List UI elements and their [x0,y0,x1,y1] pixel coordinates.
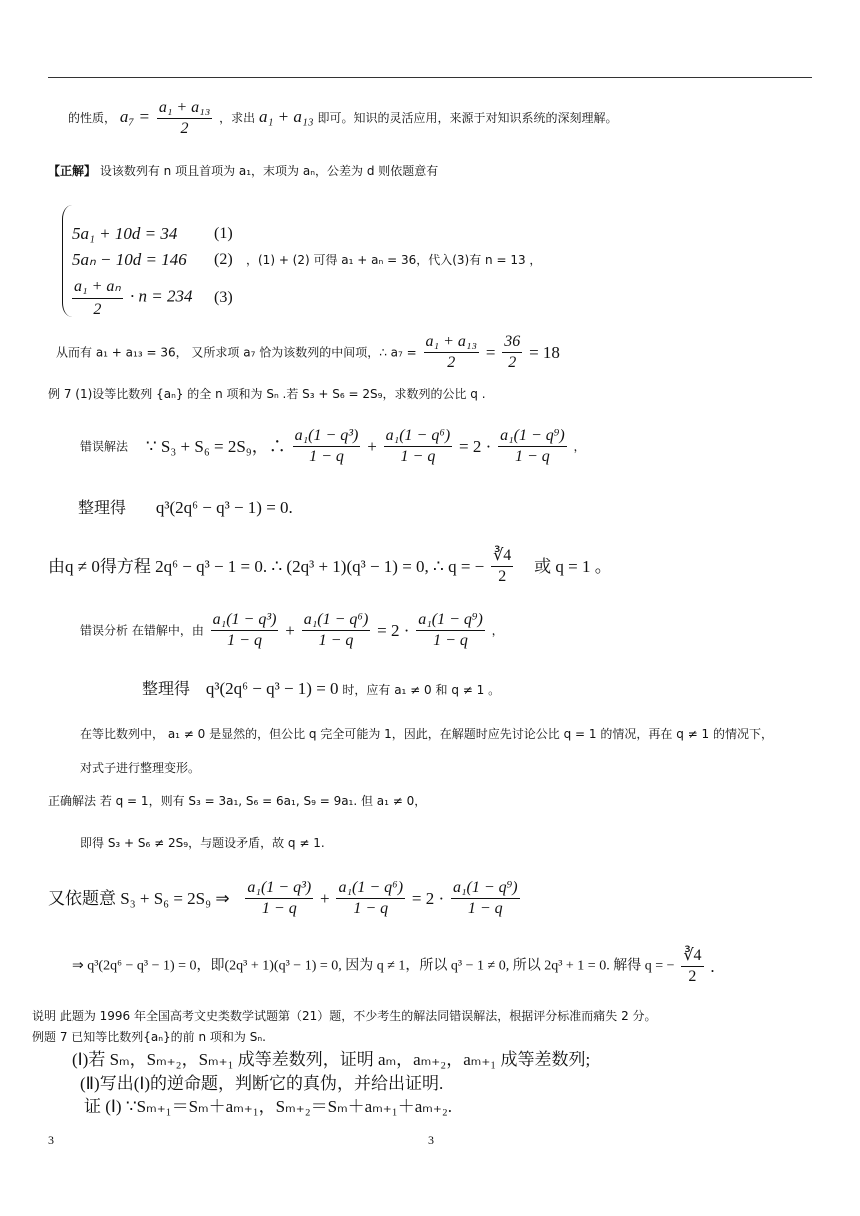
line-property [68,100,618,137]
denominator: 1 − q [309,448,344,465]
example-7-heading: 例题 7 已知等比数列{aₙ}的前 n 项和为 Sₙ. [32,1030,266,1044]
numerator: 36 [502,334,522,353]
math: 由q ≠ 0得方程 2q⁶ − q³ − 1 = 0. ∴ (2q³ + 1)(q³ − 1) = 0, ∴ q = − [48,557,485,576]
numerator: ∛4 [491,548,513,567]
fraction [681,948,703,985]
example-7-statement: 例 7 (1)设等比数列 {aₙ} 的全 n 项和为 Sₙ .若 S₃ + S₆ = 2S₉，求数列的公比 q . [48,387,486,401]
numerator: ∛4 [681,948,703,967]
text: 时，应有 a₁ ≠ 0 和 q ≠ 1 。 [342,683,501,697]
line-wrong-solution: 错误解法 ∵ S₃ + S₆ = 2S₉，∴ $\frac{\text{a₁(1 − q³)}}{1 - q}$ + $\frac{\text{a₁(1 − q⁶)}}{1 - q}$ = 2 · $\frac{\text{a₁(1 − q⁹)}}{1 - q}$ ， [80,427,586,465]
fraction [451,880,520,917]
numerator: a₁(1 − q⁶) [384,428,453,447]
denominator: 2 [93,301,102,318]
line-simplify [78,499,293,516]
numerator: a₁ + a₁₃ [157,100,212,119]
numerator: a₁(1 − q⁶) [302,612,371,631]
solution-tag: 【正解】 [48,164,97,178]
system-conclusion [246,254,541,266]
line-correct-solution [48,165,438,177]
page-number-right: 3 [428,1133,434,1147]
numerator: a₁ + a₁₃ [424,334,479,353]
math: = 18 [529,343,560,362]
note: 说明 此题为 1996 年全国高考文史类数学试题第（21）题，不少考生的解法同错误解法，根据评分标准而痛失 2 分。 [32,1009,657,1023]
line-error-analysis: 错误分析 在错解中，由 $\frac{\text{a₁(1 − q³)}}{1 - q}$ + $\frac{\text{a₁(1 − q⁶)}}{1 - q}$ = 2 · $\frac{\text{a₁(1 − q⁹)}}{1 - q}$ ， [80,611,504,649]
math: q³(2q⁶ − q³ − 1) = 0. [155,498,293,517]
numerator: a₁(1 − q⁶) [336,880,405,899]
denominator: 1 − q [515,448,550,465]
line-correct-method: 正确解法 若 q = 1，则有 S₃ = 3a₁, S₆ = 6a₁, S₉ = 9a₁. 但 a₁ ≠ 0， [48,794,427,808]
math: 又依题意 S₃ + S₆ = 2S₉ ⇒ [48,889,230,908]
fraction [211,612,279,649]
line-by-condition: 又依题意 S₃ + S₆ = 2S₉ ⇒ $\frac{\text{a₁(1 − q³)}}{1 - q}$ + $\frac{\text{a₁(1 − q⁶)}}{1 - q}$ = 2 · $\frac{\text{a₁(1 − q⁹)}}{1 - q}$ [48,879,518,917]
equation-1: 5a₁ + 10d = 34 [72,224,178,243]
line-equation-solve [48,548,612,585]
text: ，求出 [219,111,256,125]
equation-2: 5aₙ − 10d = 146 [72,250,187,269]
denominator: 2 [508,354,517,371]
fraction [502,334,522,371]
numerator: a₁ + aₙ [72,276,123,299]
line-final-solution: ⇒ q³(2q⁶ − q³ − 1) = 0，即(2q³ + 1)(q³ − 1) = 0, 因为 q ≠ 1，所以 q³ − 1 ≠ 0, 所以 2q³ + 1 = 0. 解得 q = − $\frac{∛4}{2}$ . [72,947,715,985]
header-rule [48,77,812,78]
math: a₁ + a₁₃ [258,107,314,126]
page-number-left: 3 [48,1133,54,1147]
fraction [384,428,453,465]
label: 整理得 [78,498,127,517]
denominator: 1 − q [318,632,354,649]
fraction [302,612,371,649]
line-therefore: 从而有 a₁ + a₁₃ = 36， 又所求项 a₇ 恰为该数列的中间项，∴ a₇ = $\frac{\text{a₁ + a₁₃}}{2}$ = $\frac{36}{2}$ = 18 [56,333,560,371]
fraction [336,880,405,917]
numerator: a₁(1 − q⁹) [451,880,520,899]
fraction [293,428,361,465]
math: 或 q = 1 。 [534,557,612,576]
numerator: a₁(1 − q⁹) [498,428,567,447]
denominator: 1 − q [227,632,262,649]
label: 错误分析 在错解中，由 [80,623,204,638]
denominator: 1 − q [467,900,503,917]
math: a₇ = [119,107,150,126]
fraction [491,548,513,585]
equation-tag: (2) [214,251,233,268]
text: 设该数列有 n 项且首项为 a₁，末项为 aₙ，公差为 d 则依题意有 [99,164,439,178]
fraction [72,276,123,319]
math: ⇒ q³(2q⁶ − q³ − 1) = 0，即(2q³ + 1)(q³ − 1) = 0, 因为 q ≠ 1，所以 q³ − 1 ≠ 0, 所以 2q³ + 1 = 0. 解得 q = − [72,958,675,974]
denominator: 1 − q [400,448,436,465]
equation-3 [72,276,192,319]
line-contradiction: 即得 S₃ + S₆ ≠ 2S₉，与题设矛盾，故 q ≠ 1. [80,836,325,850]
denominator: 1 − q [261,900,297,917]
text: 从而有 a₁ + a₁₃ = 36， 又所求项 a₇ 恰为该数列的中间项，∴ a₇ = [56,345,417,360]
numerator: a₁(1 − q⁹) [416,612,485,631]
fraction [424,334,479,371]
proof-start: 证 (Ⅰ) ∵Sₘ₊₁＝Sₘ＋aₘ₊₁，Sₘ₊₂＝Sₘ＋aₘ₊₁＋aₘ₊₂. [84,1097,452,1116]
denominator: 1 − q [433,632,468,649]
denominator: 2 [688,968,697,985]
paragraph-line-2: 对式子进行整理变形。 [80,761,201,775]
label: 错误解法 [80,439,129,454]
fraction [498,428,567,465]
fraction [157,100,212,137]
numerator: a₁(1 − q³) [211,612,279,631]
line-simplify-2 [142,680,500,697]
numerator: a₁(1 − q³) [245,880,313,899]
math: ∵ S₃ + S₆ = 2S₉，∴ [145,437,286,456]
fraction [245,880,313,917]
denominator: 1 − q [353,900,389,917]
equation-tag: (3) [214,289,233,306]
math: · n = 234 [129,286,193,306]
denominator: 2 [498,568,507,585]
text: 即可。知识的灵活应用，来源于对知识系统的深刻理解。 [317,111,618,125]
fraction [416,612,485,649]
denominator: 2 [447,354,456,371]
numerator: a₁(1 − q³) [293,428,361,447]
text: 的性质， [68,111,117,125]
question-part-1: (Ⅰ)若 Sₘ，Sₘ₊₂，Sₘ₊₁ 成等差数列，证明 aₘ，aₘ₊₂，aₘ₊₁ 成等差数列; [72,1050,591,1069]
equation-tag: (1) [214,225,233,242]
math: q³(2q⁶ − q³ − 1) = 0 [205,679,339,698]
question-part-2: (Ⅱ)写出(Ⅰ)的逆命题，判断它的真伪，并给出证明. [80,1074,444,1093]
label: 整理得 [142,679,191,698]
text: ，(1) + (2) 可得 a₁ + aₙ = 36，代入(3)有 n = 13 ， [246,253,542,267]
denominator: 2 [180,120,189,137]
paragraph-line-1: 在等比数列中， a₁ ≠ 0 是显然的，但公比 q 完全可能为 1，因此，在解题时应先讨论公比 q = 1 的情况，再在 q ≠ 1 的情况下， [80,727,773,741]
